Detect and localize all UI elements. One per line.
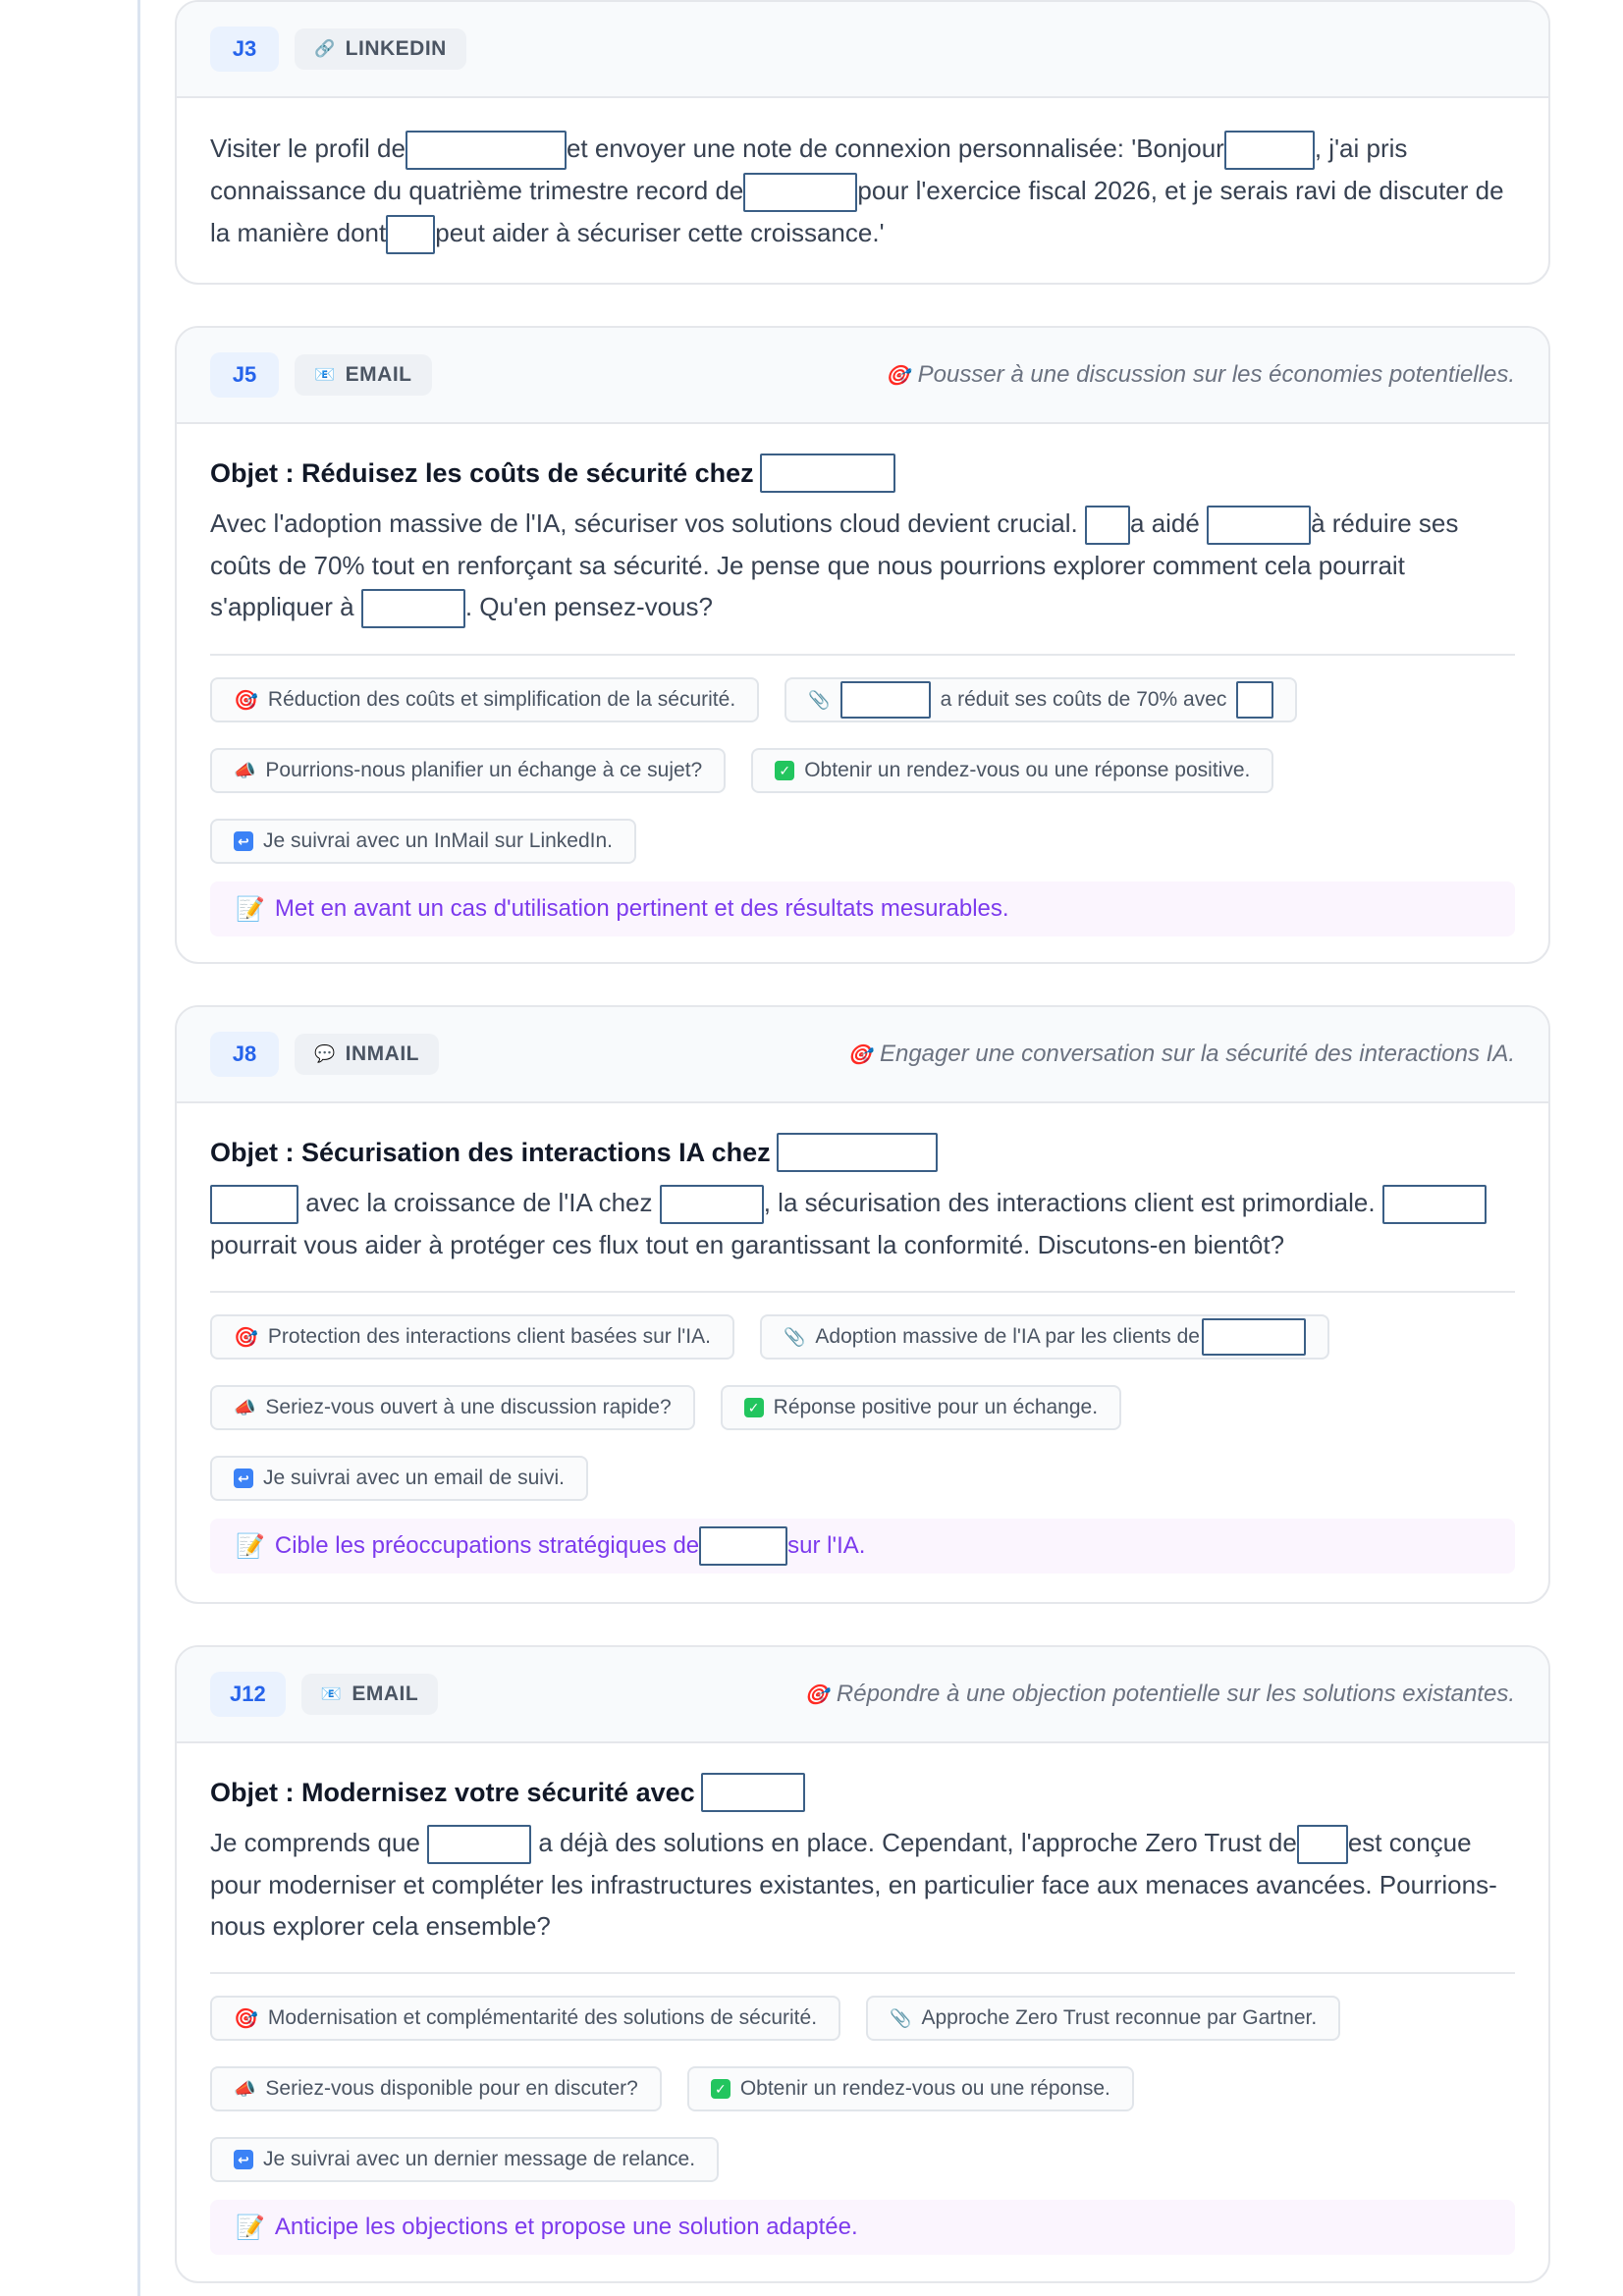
goal-text: Répondre à une objection potentielle sur les solutions existantes. (836, 1681, 1515, 1707)
return-arrow-icon: ↩ (234, 831, 253, 851)
strategy-note (210, 1519, 1515, 1574)
variable-field[interactable] (361, 589, 465, 628)
chip-text: Réduction des coûts et simplification de la sécurité. (267, 688, 736, 712)
variable-field[interactable] (760, 454, 895, 493)
chip-text: a réduit ses coûts de 70% avec (940, 688, 1227, 712)
variable-field[interactable] (1202, 1318, 1306, 1356)
variable-field[interactable] (386, 215, 435, 254)
variable-field[interactable] (660, 1185, 764, 1224)
text-segment: , j'ai pris connaissance du quatrième trimestre record de (210, 133, 1408, 206)
chip-text: Obtenir un rendez-vous ou une réponse positive. (804, 759, 1251, 782)
chip-text: Je suivrai avec un InMail sur LinkedIn. (263, 829, 614, 853)
variable-field[interactable] (1207, 506, 1311, 545)
variable-field[interactable] (427, 1825, 531, 1864)
message-text (210, 128, 1515, 254)
text-segment: Visiter le profil de (210, 133, 406, 163)
target-icon: 🎯 (234, 2007, 258, 2030)
divider (210, 1972, 1515, 1974)
variable-field[interactable] (699, 1526, 787, 1566)
message-text (210, 503, 1515, 628)
paperclip-icon: 📎 (783, 1326, 806, 1347)
strategy-note (210, 2200, 1515, 2255)
subject-text: Objet : Sécurisation des interactions IA chez (210, 1138, 771, 1167)
channel-label: INMAIL (345, 1042, 419, 1065)
chip-group (210, 677, 1515, 864)
cta-chip (210, 2066, 662, 2111)
variable-field[interactable] (1297, 1825, 1348, 1864)
message-text (210, 1182, 1515, 1265)
text-segment: pour l'exercice fiscal 2026, et je serais ravi de discuter de la manière dont (210, 176, 1504, 248)
chip-text: Approche Zero Trust reconnue par Gartner. (921, 2006, 1318, 2030)
channel-label: LINKEDIN (345, 37, 447, 60)
divider (210, 654, 1515, 656)
value-chip (210, 1314, 734, 1360)
text-segment: Je comprends que (210, 1828, 420, 1857)
target-icon: 🎯 (234, 1326, 258, 1349)
check-icon: ✓ (775, 761, 794, 780)
paperclip-icon: 📎 (808, 689, 831, 710)
cta-chip (210, 748, 726, 793)
text-segment: , la sécurisation des interactions client est primordiale. (763, 1188, 1376, 1217)
return-arrow-icon: ↩ (234, 2150, 253, 2169)
variable-field[interactable] (210, 1185, 298, 1224)
return-arrow-icon: ↩ (234, 1468, 253, 1488)
text-segment: à réduire ses coûts de 70% tout en renforçant sa sécurité. Je pense que nous pourrions explorer comment cela pourrait s'appliquer à (210, 508, 1459, 622)
channel-badge (301, 1674, 439, 1715)
card-header (177, 328, 1548, 424)
chip-text: Réponse positive pour un échange. (773, 1396, 1099, 1419)
channel-badge (295, 1034, 439, 1075)
variable-field[interactable] (406, 131, 567, 170)
chip-text: Adoption massive de l'IA par les clients de (815, 1325, 1200, 1349)
variable-field[interactable] (743, 173, 857, 212)
goal-text: Engager une conversation sur la sécurité des interactions IA. (879, 1041, 1515, 1067)
email-icon: 📧 (314, 365, 336, 384)
subject-text: Objet : Modernisez votre sécurité avec (210, 1778, 695, 1807)
text-segment: a déjà des solutions en place. Cependant, l'approche Zero Trust de (538, 1828, 1297, 1857)
step-goal (847, 1041, 1515, 1068)
divider (210, 1291, 1515, 1293)
step-card-j3 (175, 0, 1550, 285)
variable-field[interactable] (840, 681, 931, 719)
chip-text: Je suivrai avec un dernier message de relance. (263, 2148, 696, 2171)
check-icon: ✓ (711, 2079, 730, 2099)
text-segment: a aidé (1130, 508, 1200, 538)
card-body (177, 1103, 1548, 1603)
text-segment: et envoyer une note de connexion personnalisée: 'Bonjour (566, 133, 1224, 163)
megaphone-icon: 📣 (234, 2078, 256, 2099)
link-icon: 🔗 (314, 39, 336, 58)
goal-text: Pousser à une discussion sur les économies potentielles. (917, 361, 1515, 388)
chip-text: Seriez-vous disponible pour en discuter? (265, 2077, 638, 2101)
message-text (210, 1822, 1515, 1947)
timeline-rail (137, 0, 140, 2296)
email-subject (210, 1133, 1515, 1172)
step-card-j5 (175, 326, 1550, 964)
variable-field[interactable] (1085, 506, 1130, 545)
card-header (177, 2, 1548, 98)
email-icon: 📧 (320, 1684, 343, 1703)
day-badge: J8 (210, 1032, 279, 1077)
channel-badge (295, 354, 432, 396)
chip-group (210, 1314, 1515, 1501)
chip-text: Obtenir un rendez-vous ou une réponse. (739, 2077, 1110, 2101)
note-text: Cible les préoccupations stratégiques de (274, 1532, 700, 1560)
outcome-chip (721, 1385, 1121, 1430)
variable-field[interactable] (1236, 681, 1273, 719)
text-segment: peut aider à sécuriser cette croissance.' (435, 218, 885, 248)
target-icon: 🎯 (885, 364, 910, 387)
chip-text: Seriez-vous ouvert à une discussion rapide? (265, 1396, 672, 1419)
cta-chip (210, 1385, 695, 1430)
followup-chip (210, 819, 636, 864)
channel-label: EMAIL (352, 1682, 419, 1705)
day-badge: J5 (210, 352, 279, 398)
chip-group (210, 1996, 1515, 2182)
step-goal (886, 361, 1515, 389)
card-header (177, 1007, 1548, 1103)
email-subject (210, 1773, 1515, 1812)
text-segment: avec la croissance de l'IA chez (305, 1188, 653, 1217)
outcome-chip (687, 2066, 1134, 2111)
proof-chip (866, 1996, 1340, 2041)
subject-text: Objet : Réduisez les coûts de sécurité chez (210, 458, 754, 488)
memo-icon: 📝 (236, 895, 265, 923)
step-card-j12 (175, 1645, 1550, 2283)
note-text: Anticipe les objections et propose une solution adaptée. (274, 2214, 858, 2241)
note-text: Met en avant un cas d'utilisation pertinent et des résultats mesurables. (274, 895, 1009, 923)
channel-label: EMAIL (345, 363, 412, 386)
target-icon: 🎯 (234, 689, 258, 712)
note-text: sur l'IA. (787, 1532, 866, 1560)
megaphone-icon: 📣 (234, 1397, 256, 1417)
followup-chip (210, 2137, 719, 2182)
value-chip (210, 677, 759, 722)
target-icon: 🎯 (847, 1043, 872, 1066)
target-icon: 🎯 (803, 1683, 829, 1706)
chip-text: Modernisation et complémentarité des solutions de sécurité. (267, 2006, 818, 2030)
speech-bubble-icon: 💬 (314, 1044, 336, 1063)
step-goal (804, 1681, 1515, 1708)
chip-text: Pourrions-nous planifier un échange à ce sujet? (265, 759, 703, 782)
step-card-j8 (175, 1005, 1550, 1604)
paperclip-icon: 📎 (890, 2007, 912, 2028)
card-body (177, 1743, 1548, 2283)
outcome-chip (751, 748, 1273, 793)
text-segment: pourrait vous aider à protéger ces flux tout en garantissant la conformité. Discutons-en bientôt? (210, 1230, 1285, 1260)
chip-text: Je suivrai avec un email de suivi. (263, 1467, 565, 1490)
day-badge: J12 (210, 1672, 286, 1717)
memo-icon: 📝 (236, 1532, 265, 1560)
chip-text: Protection des interactions client basées sur l'IA. (267, 1325, 711, 1349)
megaphone-icon: 📣 (234, 760, 256, 780)
channel-badge (295, 28, 466, 70)
check-icon: ✓ (744, 1398, 764, 1417)
text-segment: . Qu'en pensez-vous? (464, 592, 713, 622)
value-chip (210, 1996, 840, 2041)
text-segment: est conçue pour moderniser et compléter les infrastructures existantes, en particulier face aux menaces avancées. Pourrions-nous explorer cela ensemble? (210, 1828, 1497, 1942)
card-header (177, 1647, 1548, 1743)
variable-field[interactable] (701, 1773, 805, 1812)
variable-field[interactable] (777, 1133, 938, 1172)
variable-field[interactable] (1224, 131, 1315, 170)
text-segment: Avec l'adoption massive de l'IA, sécuriser vos solutions cloud devient crucial. (210, 508, 1078, 538)
proof-chip (784, 677, 1297, 722)
card-body (177, 424, 1548, 964)
email-subject (210, 454, 1515, 493)
proof-chip (760, 1314, 1329, 1360)
memo-icon: 📝 (236, 2214, 265, 2241)
followup-chip (210, 1456, 588, 1501)
card-body (177, 98, 1548, 284)
strategy-note (210, 881, 1515, 936)
variable-field[interactable] (1382, 1185, 1487, 1224)
day-badge: J3 (210, 27, 279, 72)
